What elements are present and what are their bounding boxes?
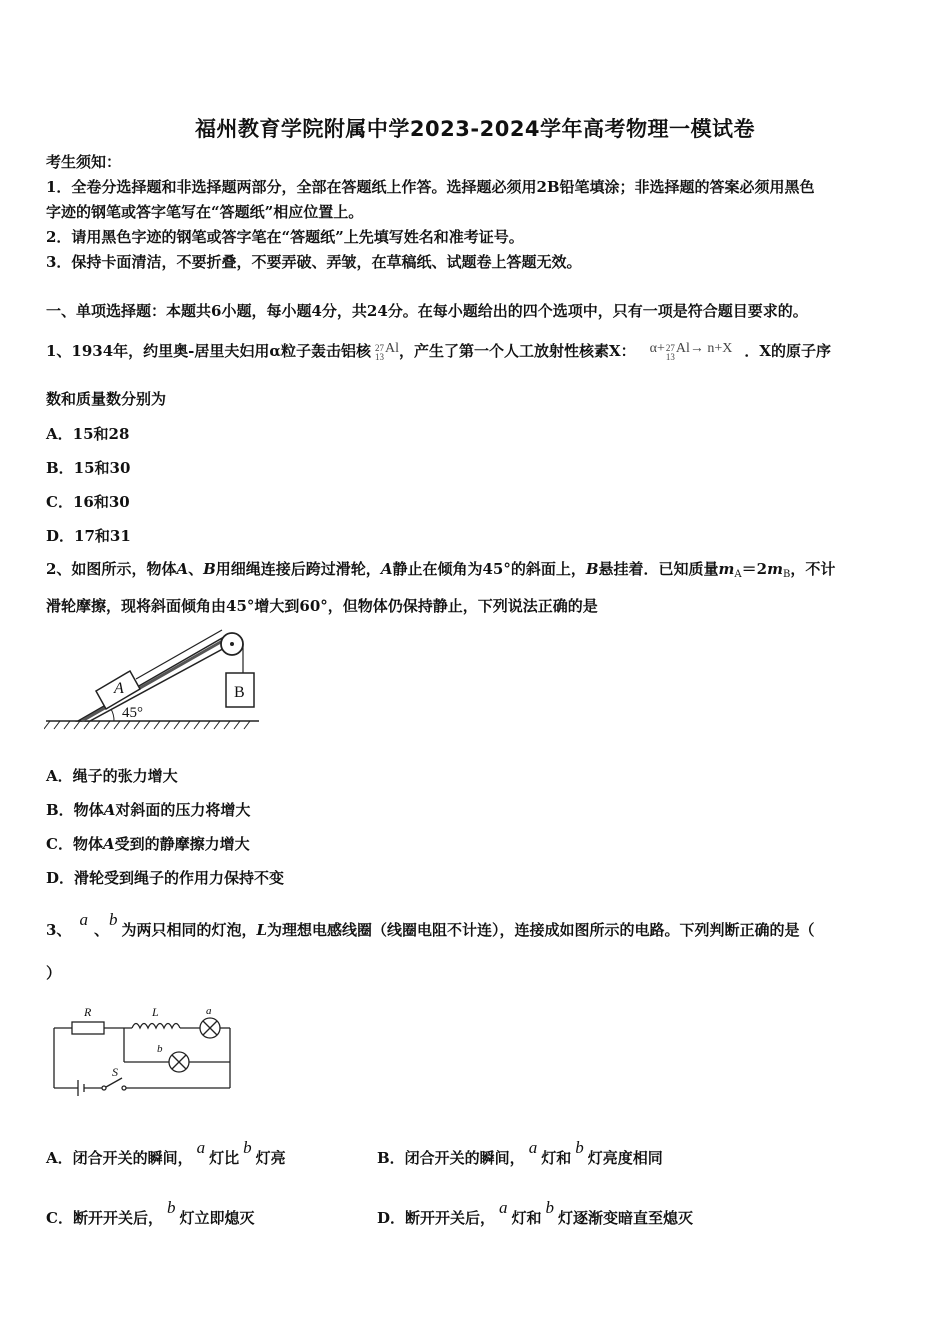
svg-text:L: L — [152, 1005, 159, 1019]
q2-stem-line-2: 滑轮摩擦，现将斜面倾角由45°增大到60°，但物体仍保持静止，下列说法正确的是 — [46, 597, 598, 615]
switch-s — [106, 1078, 122, 1087]
q2-stem: 2、如图所示，物体A、B用细绳连接后跨过滑轮，A静止在倾角为45°的斜面上，B悬挂着．已知质量$m_A=2m_B$，不计 — [46, 560, 836, 580]
angle-label: 45° — [122, 705, 143, 721]
q2-option-a[interactable]: A．绳子的张力增大 — [46, 767, 178, 785]
q2-option-b[interactable]: B．物体A对斜面的压力将增大 — [46, 801, 251, 819]
q2-option-d[interactable]: D．滑轮受到绳子的作用力保持不变 — [46, 869, 285, 887]
q1-option-d[interactable]: D．17和31 — [46, 527, 131, 545]
page-title: 福州教育学院附属中学2023-2024学年高考物理一模试卷 — [194, 117, 756, 141]
aluminum-nucleus: 27 13Al — [374, 341, 399, 362]
circuit-figure — [44, 998, 244, 1098]
q1-stem-line-2: 数和质量数分别为 — [46, 390, 167, 408]
q3-option-d[interactable]: D．断开开关后，a灯和b灯逐渐变暗直至熄灭 — [377, 1198, 694, 1227]
label-b: B — [234, 684, 245, 701]
q3-stem-close: ） — [46, 964, 62, 982]
q2-option-c[interactable]: C．物体A受到的静摩擦力增大 — [46, 835, 250, 853]
q1-text-c: ．X的原子序 — [744, 342, 831, 360]
q1-text-b: ，产生了第一个人工放射性核素X： — [398, 342, 636, 360]
section-heading: 一、单项选择题：本题共6小题，每小题4分，共24分。在每小题给出的四个选项中，只有一项是符合题目要求的。 — [46, 302, 808, 320]
label-a: A — [114, 680, 124, 697]
notice-item-1-line-2: 字迹的钢笔或答字笔写在“答题纸”相应位置上。 — [46, 203, 364, 221]
q1-option-b[interactable]: B．15和30 — [46, 459, 131, 477]
notice-item-1-line-1: 1．全卷分选择题和非选择题两部分，全部在答题纸上作答。选择题必须用2B铅笔填涂；非选择题的答案必须用黑色 — [46, 178, 815, 196]
svg-text:a: a — [206, 1005, 212, 1017]
q3-option-b[interactable]: B．闭合开关的瞬间，a灯和b灯亮度相同 — [377, 1138, 663, 1167]
notice-heading: 考生须知： — [46, 153, 122, 171]
q3-stem: 3、a、b为两只相同的灯泡，L为理想电感线圈（线圈电阻不计连），连接成如图所示的电路。下列判断正确的是（ — [46, 910, 815, 939]
inductor-l — [132, 1024, 180, 1029]
svg-text:R: R — [84, 1005, 92, 1019]
q3-option-c[interactable]: C．断开开关后，b灯立即熄灭 — [46, 1198, 255, 1227]
incline-pulley-figure — [44, 625, 264, 735]
q1-option-a[interactable]: A．15和28 — [46, 425, 130, 443]
nuclear-equation: α+27 13Al→ n+X — [649, 341, 733, 362]
resistor-r — [72, 1022, 104, 1034]
svg-text:b: b — [157, 1043, 163, 1055]
q3-option-a[interactable]: A．闭合开关的瞬间，a灯比b灯亮 — [46, 1138, 286, 1167]
q1-option-c[interactable]: C．16和30 — [46, 493, 130, 511]
q1-text-a: 1、1934年，约里奥-居里夫妇用α粒子轰击铝核 — [46, 342, 371, 360]
q1-stem — [46, 339, 831, 363]
svg-text:S: S — [112, 1065, 118, 1079]
notice-item-3: 3．保持卡面清洁，不要折叠，不要弄破、弄皱，在草稿纸、试题卷上答题无效。 — [46, 253, 582, 271]
notice-item-2: 2．请用黑色字迹的钢笔或答字笔在“答题纸”上先填写姓名和准考证号。 — [46, 228, 524, 246]
